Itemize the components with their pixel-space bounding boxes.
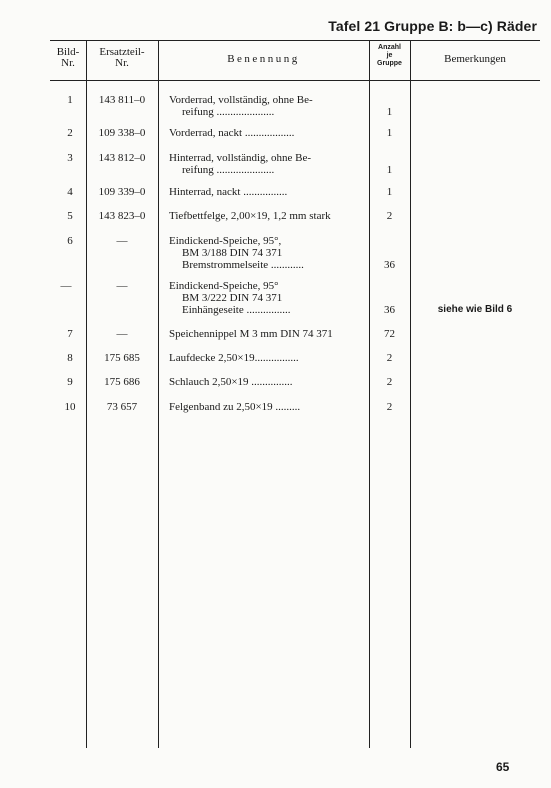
row-benennung-line: Tiefbettfelge, 2,00×19, 1,2 mm stark — [169, 210, 331, 222]
row-bild-nr: 6 — [67, 235, 73, 247]
row-anzahl: 1 — [386, 186, 393, 198]
row-bemerkung: siehe wie Bild 6 — [437, 304, 513, 315]
row-benennung-line: reifung ..................... — [182, 164, 275, 176]
row-bild-nr: 5 — [67, 210, 73, 222]
column-header-bild-text: Bild- Nr. — [56, 46, 80, 69]
row-benennung — [169, 186, 369, 198]
row-benennung-line: Hinterrad, vollständig, ohne Be- — [169, 152, 312, 164]
row-bild-nr: 3 — [67, 152, 73, 164]
row-ersatzteil-nr: 175 686 — [104, 376, 140, 388]
column-header-ersatzteil-text: Ersatzteil- Nr. — [99, 46, 145, 69]
page-number: 65 — [496, 760, 510, 774]
row-benennung — [169, 401, 369, 413]
row-ersatzteil-nr: 175 685 — [104, 352, 140, 364]
row-benennung-line: Schlauch 2,50×19 ............... — [169, 376, 293, 388]
column-divider-ersatzteil — [158, 40, 159, 748]
row-benennung-line: Vorderrad, nackt .................. — [169, 127, 295, 139]
row-benennung-line: Speichennippel M 3 mm DIN 74 371 — [169, 328, 333, 340]
row-anzahl: 36 — [384, 304, 395, 316]
row-ersatzteil-nr: 109 338–0 — [98, 127, 146, 139]
row-benennung-line: Felgenband zu 2,50×19 ......... — [169, 401, 301, 413]
column-header-benennung — [158, 54, 369, 65]
row-ersatzteil-nr: 143 811–0 — [98, 94, 146, 106]
row-bild-nr: 9 — [67, 376, 73, 388]
row-anzahl: 2 — [386, 376, 393, 388]
row-benennung — [169, 94, 369, 118]
row-benennung — [169, 152, 369, 176]
row-bild-nr: 7 — [67, 328, 73, 340]
row-anzahl: 1 — [386, 127, 393, 139]
row-anzahl: 1 — [386, 164, 393, 176]
row-ersatzteil-nr: — — [116, 235, 128, 247]
table-header-rule — [50, 80, 540, 81]
row-benennung — [169, 376, 369, 388]
row-bild-nr: 4 — [67, 186, 73, 198]
row-anzahl: 36 — [384, 259, 395, 271]
column-header-bild — [50, 47, 86, 69]
row-ersatzteil-nr: — — [116, 280, 128, 292]
row-benennung-line: reifung ..................... — [182, 106, 275, 118]
row-ersatzteil-nr: 73 657 — [106, 401, 138, 413]
column-divider-benennung — [369, 40, 370, 748]
column-header-anzahl — [369, 44, 410, 68]
row-benennung-line: Hinterrad, nackt ................ — [169, 186, 288, 198]
row-anzahl: 2 — [386, 352, 393, 364]
row-benennung — [169, 210, 369, 222]
row-benennung-line: Bremstrommelseite ............ — [182, 259, 304, 271]
row-ersatzteil-nr: 143 823–0 — [98, 210, 146, 222]
row-bild-nr: 1 — [67, 94, 73, 106]
row-anzahl: 72 — [384, 328, 395, 340]
column-divider-anzahl — [410, 40, 411, 748]
row-benennung — [169, 235, 369, 271]
row-benennung — [169, 280, 369, 316]
column-divider-bild — [86, 40, 87, 748]
row-benennung-line: Einhängeseite ................ — [182, 304, 291, 316]
row-bild-nr: 10 — [64, 401, 76, 413]
column-header-bemerkungen-text: Bemerkungen — [444, 53, 506, 65]
row-anzahl: 1 — [386, 106, 393, 118]
column-header-anzahl-text: Anzahl je Gruppe — [377, 44, 402, 67]
row-benennung-line: Vorderrad, vollständig, ohne Be- — [169, 94, 313, 106]
row-anzahl: 2 — [386, 210, 393, 222]
column-header-bemerkungen — [410, 54, 540, 65]
row-bild-nr: — — [60, 280, 72, 292]
row-benennung — [169, 328, 369, 340]
row-benennung — [169, 127, 369, 139]
row-ersatzteil-nr: 143 812–0 — [98, 152, 146, 164]
row-anzahl: 2 — [386, 401, 393, 413]
row-ersatzteil-nr: — — [116, 328, 128, 340]
row-benennung-line: BM 3/222 DIN 74 371 — [182, 292, 283, 304]
row-benennung-line: Eindickend-Speiche, 95° — [169, 280, 279, 292]
row-benennung-line: Laufdecke 2,50×19................ — [169, 352, 299, 364]
row-bild-nr: 8 — [67, 352, 73, 364]
page-title: Tafel 21 Gruppe B: b—c) Räder — [328, 18, 537, 34]
row-benennung-line: Eindickend-Speiche, 95°, — [169, 235, 282, 247]
row-ersatzteil-nr: 109 339–0 — [98, 186, 146, 198]
table-top-rule — [50, 40, 540, 41]
row-benennung — [169, 352, 369, 364]
column-header-ersatzteil — [86, 47, 158, 69]
column-header-benennung-text: Benennung — [227, 53, 300, 65]
row-bild-nr: 2 — [67, 127, 73, 139]
row-benennung-line: BM 3/188 DIN 74 371 — [182, 247, 283, 259]
